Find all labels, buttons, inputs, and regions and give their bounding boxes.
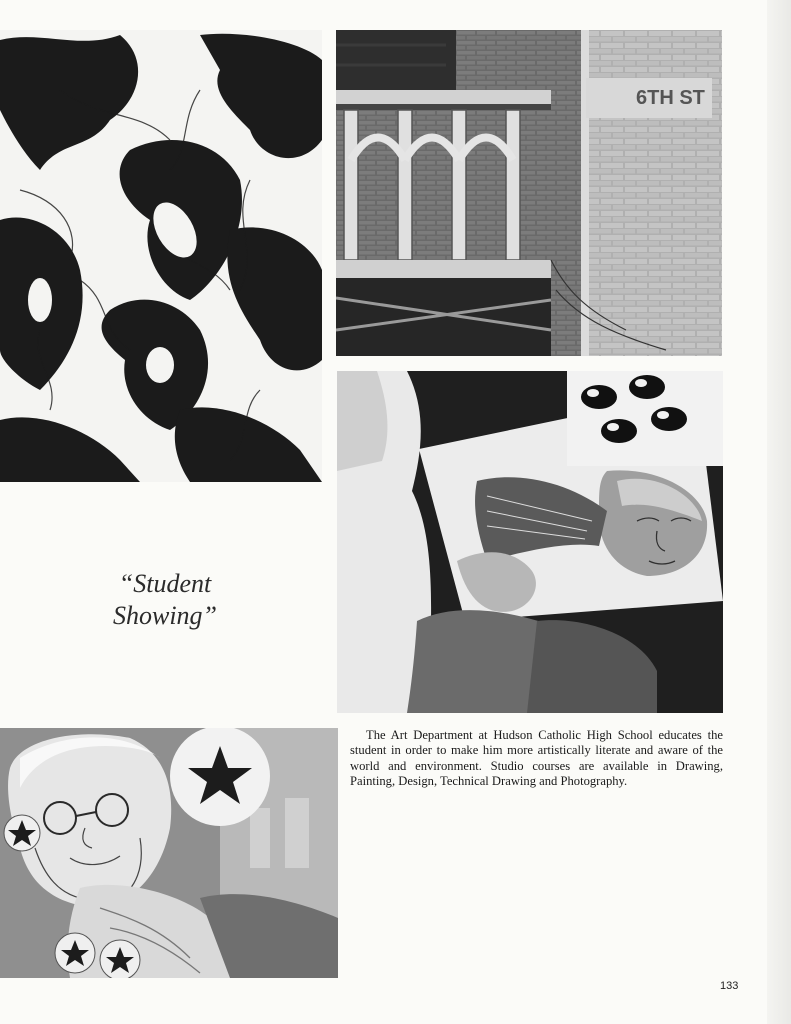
page-number: 133 bbox=[720, 980, 739, 992]
abstract-sketch-image bbox=[0, 30, 322, 482]
street-sign-text: 6TH ST bbox=[636, 87, 705, 109]
student-drawing-photo bbox=[337, 371, 723, 713]
heading-line-1: “Student bbox=[118, 569, 212, 598]
heading-line-2: Showing” bbox=[112, 601, 218, 630]
page-edge-shadow bbox=[767, 0, 791, 1024]
article-caption: The Art Department at Hudson Catholic High School educates the student in order to make him more artistically literate and aware of the world and environment. Studio courses are available in Drawing, Painting, Design, Technical Drawing and Photography. bbox=[350, 728, 723, 788]
collage-artwork-image bbox=[0, 728, 338, 978]
brick-building-photo bbox=[336, 30, 722, 356]
section-heading bbox=[100, 568, 230, 632]
